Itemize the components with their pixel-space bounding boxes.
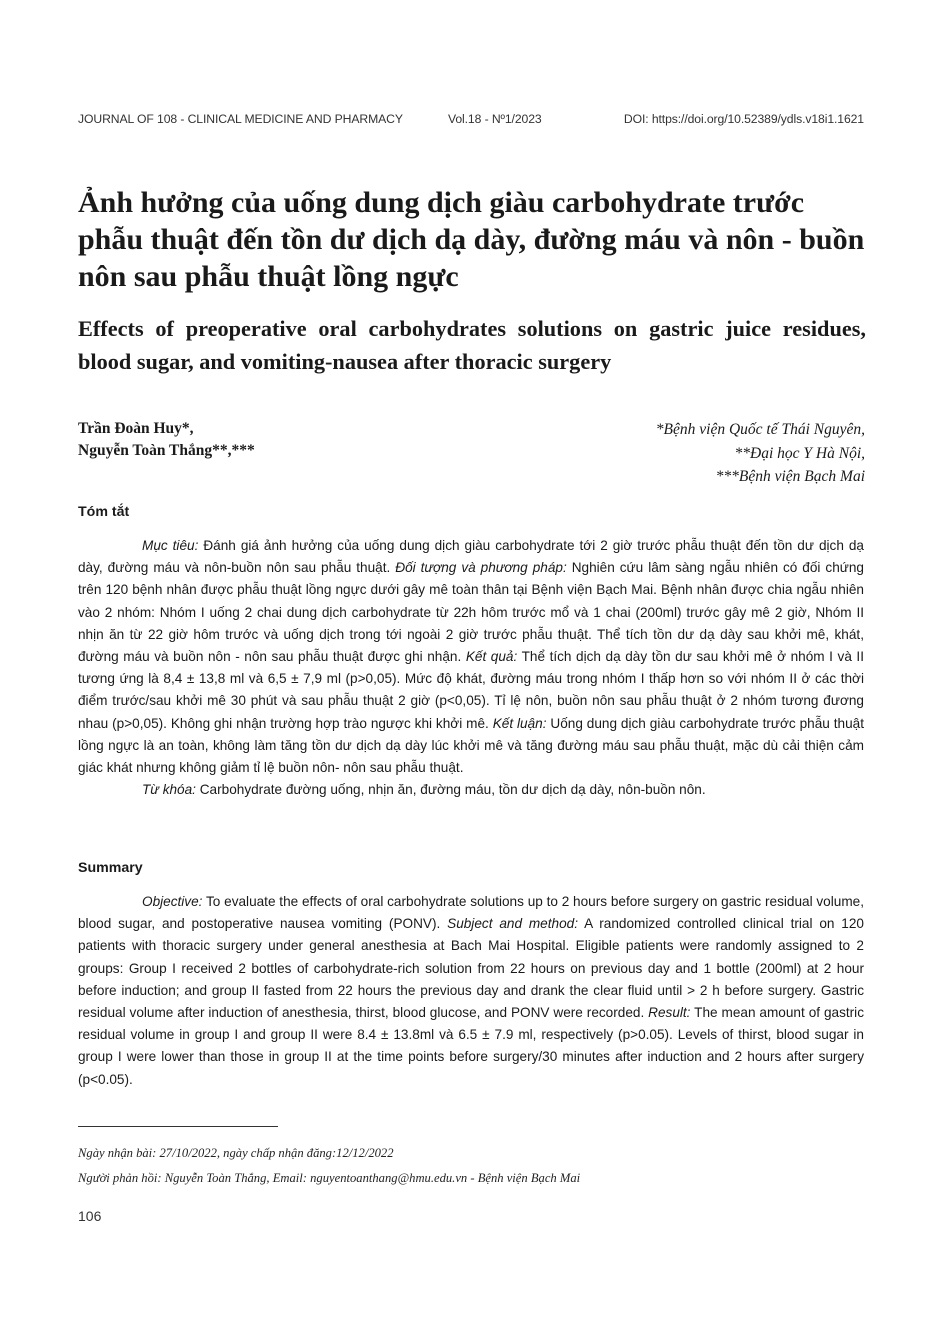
footnote-received: Ngày nhận bài: 27/10/2022, ngày chấp nhận đăng:12/12/2022 — [78, 1146, 394, 1160]
label-objective-en: Objective: — [142, 894, 203, 909]
text-result-en: The mean amount of gastric residual volume in group I and group II were 8.4 ± 13.8ml và 6.5 ± 7.9 ml, respectively (p>0.05). Levels of thirst, blood sugar in group I were lower than those in group II at the time points before surgery/30 minutes after induction and 2 hours after surgery (p<0.05). — [78, 1005, 864, 1087]
keywords-vi — [78, 779, 864, 801]
text-result-vi: Thể tích dịch dạ dày tồn dư sau khởi mê ở nhóm I và II tương ứng là 8,4 ± 13,8 ml và 6,5 ± 7,9 ml (p>0,05). Mức độ khát, đường máu trong nhóm I thấp hơn so với nhóm II ở các thời điểm trước/sau khởi mê 30 phút và sau phẫu thuật 2 giờ (p<0,05). Tỉ lệ nôn, buồn nôn sau phẫu thuật ở 2 nhóm tương đương nhau (p>0,05). Không ghi nhận trường hợp trào ngược khi khởi mê. — [78, 649, 864, 731]
label-objective-vi: Mục tiêu: — [142, 538, 199, 553]
affiliation-3: ***Bệnh viện Bạch Mai — [715, 468, 865, 485]
text-method-vi: Nghiên cứu lâm sàng ngẫu nhiên có đối chứng trên 120 bệnh nhân được phẫu thuật lồng ngực dưới gây mê toàn thân tại Bệnh viện Bạch Mai. Bệnh nhân được chia ngẫu nhiên vào 2 nhóm: Nhóm I uống 2 chai dung dịch carbohydrate từ 22h hôm trước mổ và 1 chai (200ml) trước gây mê 2 giờ, Nhóm II nhịn ăn từ 22 giờ hôm trước và uống dịch trong tới ngoài 2 giờ trước phẫu thuật. Thể tích tồn dư dạ dày sau khởi mê, khát, đường máu và buồn nôn - nôn sau phẫu thuật được ghi nhận. — [78, 560, 864, 665]
label-result-vi: Kết quả: — [465, 649, 518, 665]
footnote-divider — [78, 1126, 278, 1127]
title-english: Effects of preoperative oral carbohydrates solutions on gastric juice residues, blood sugar, and vomiting-nausea after thoracic surgery — [78, 316, 866, 374]
abstract-en-body — [78, 891, 864, 1091]
author-2: Nguyễn Toàn Thắng**,*** — [78, 442, 255, 459]
abstract-english — [78, 891, 864, 1091]
journal-name: JOURNAL OF 108 - CLINICAL MEDICINE AND PHARMACY — [78, 112, 403, 126]
label-keywords-vi: Từ khóa: — [142, 782, 196, 798]
text-objective-vi: Đánh giá ảnh hưởng của uống dung dịch giàu carbohydrate tới 2 giờ trước phẫu thuật đến tồn dư dịch dạ dày, đường máu và nôn-buồn nôn sau phẫu thuật. — [78, 538, 864, 576]
footnote-reviewer: Người phản hồi: Nguyễn Toàn Thắng, Email: nguyentoanthang@hmu.edu.vn - Bệnh viện Bạch Mai — [78, 1171, 581, 1185]
author-1: Trần Đoàn Huy*, — [78, 420, 194, 437]
affiliation-1: *Bệnh viện Quốc tế Thái Nguyên, — [655, 421, 865, 438]
abstract-vi-body — [78, 535, 864, 779]
abstract-vi-heading: Tóm tắt — [78, 504, 130, 520]
summary-heading: Summary — [78, 860, 143, 876]
affiliation-2: **Đại học Y Hà Nội, — [734, 444, 865, 462]
page-number: 106 — [78, 1208, 102, 1224]
label-result-en: Result: — [648, 1005, 691, 1021]
footnotes — [78, 1141, 868, 1191]
volume-issue: Vol.18 - Nº1/2023 — [448, 112, 542, 126]
running-header — [78, 112, 864, 126]
text-keywords-vi: Carbohydrate đường uống, nhịn ăn, đường máu, tồn dư dịch dạ dày, nôn-buồn nôn. — [195, 782, 706, 798]
text-conclusion-vi: Uống dung dịch giàu carbohydrate trước phẫu thuật lồng ngực là an toàn, không làm tăng tồn dư dịch dạ dày lúc khởi mê và tăng đường máu sau phẫu thuật, mặc dù cải thiện cảm giác khát nhưng không giảm tỉ lệ buồn nôn- nôn sau phẫu thuật. — [78, 715, 864, 776]
label-conclusion-vi: Kết luận: — [492, 715, 547, 731]
label-method-vi: Đối tượng và phương pháp: — [395, 560, 567, 576]
title-vietnamese: Ảnh hưởng của uống dung dịch giàu carbohydrate trước phẫu thuật đến tồn dư dịch dạ dày, đường máu và nôn - buồn nôn sau phẫu thuật lồng ngực — [78, 186, 865, 293]
affiliation-list — [485, 418, 865, 489]
text-method-en: A randomized controlled clinical trial on 120 patients with thoracic surgery under general anesthesia at Bach Mai Hospital. Eligible patients were randomly assigned to 2 groups: Group I received 2 bottles of carbohydrate-rich solution from 22 hours on previous day and 1 bottle (200ml) at 2 hour before induction; and group II fasted from 22 hours the previous day and drank the clear fluid until > 2 h before surgery. Gastric residual volume after induction of anesthesia, thirst, blood glucose, and PONV were recorded. — [78, 916, 864, 1021]
text-objective-en: To evaluate the effects of oral carbohydrate solutions up to 2 hours before surgery on gastric residual volume, blood sugar, and postoperative nausea vomiting (PONV). — [78, 894, 864, 932]
doi-link[interactable]: DOI: https://doi.org/10.52389/ydls.v18i1.1621 — [623, 112, 864, 126]
author-list — [78, 418, 458, 462]
label-method-en: Subject and method: — [447, 916, 578, 932]
abstract-vietnamese — [78, 535, 864, 801]
